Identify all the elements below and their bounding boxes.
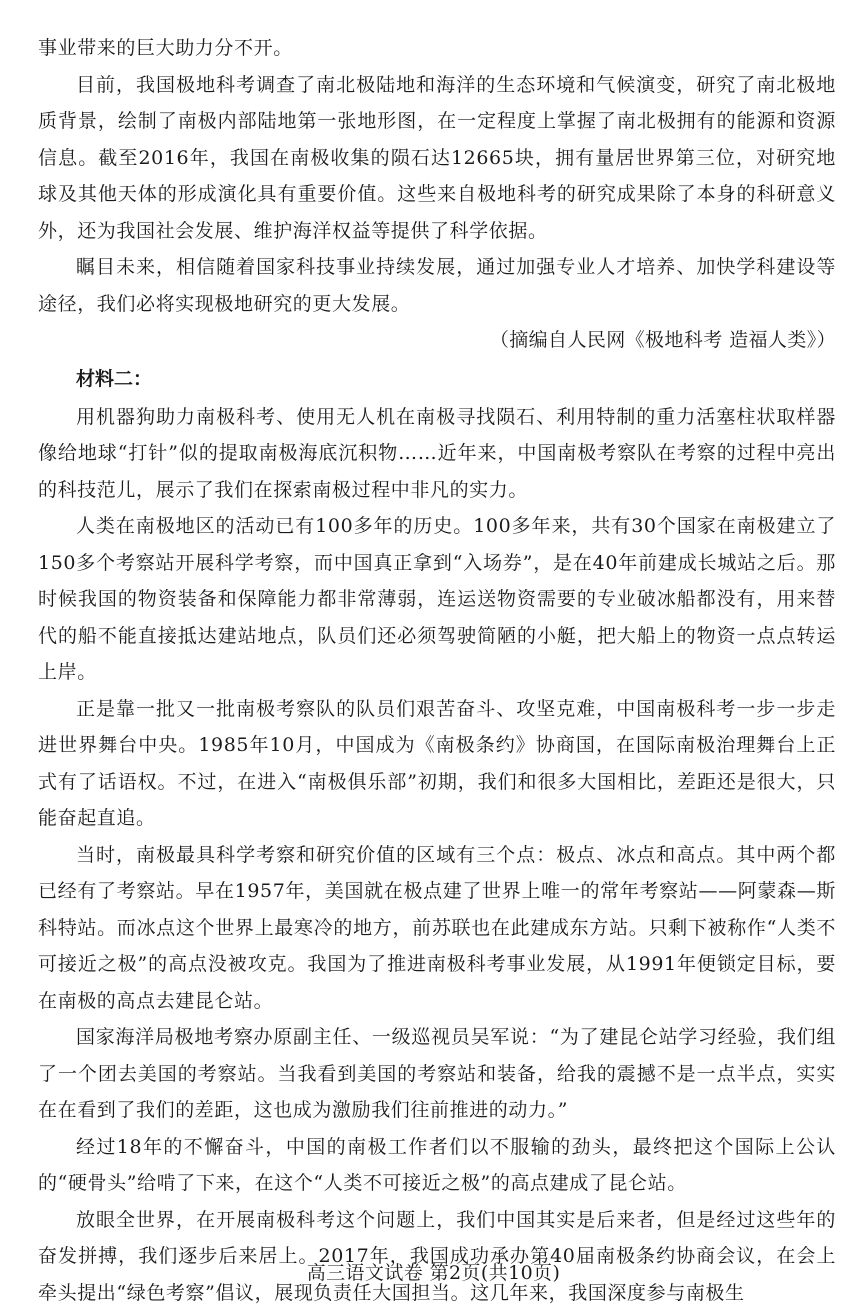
paragraph: 国家海洋局极地考察办原副主任、一级巡视员吴军说：“为了建昆仑站学习经验，我们组了一个团去美国的考察站。当我看到美国的考察站和装备，给我的震撼不是一点半点，实实在在看到了我们的差距，这也成为激励我们往前推进的动力。”: [38, 1019, 836, 1129]
page-footer: 高三语文试卷 第2页(共10页): [0, 1258, 867, 1285]
material-two-heading: 材料二：: [38, 359, 836, 399]
paragraph-continued: 事业带来的巨大助力分不开。: [38, 30, 836, 67]
paragraph: 用机器狗助力南极科考、使用无人机在南极寻找陨石、利用特制的重力活塞柱状取样器像给地球“打针”似的提取南极海底沉积物……近年来，中国南极考察队在考察的过程中亮出的科技范儿，展示了我们在探索南极过程中非凡的实力。: [38, 399, 836, 509]
paragraph: 正是靠一批又一批南极考察队的队员们艰苦奋斗、攻坚克难，中国南极科考一步一步走进世界舞台中央。1985年10月，中国成为《南极条约》协商国，在国际南极治理舞台上正式有了话语权。不过，在进入“南极俱乐部”初期，我们和很多大国相比，差距还是很大，只能奋起直追。: [38, 691, 836, 837]
exam-page-body: [38, 30, 836, 1311]
paragraph-research-results: 目前，我国极地科考调查了南北极陆地和海洋的生态环境和气候演变，研究了南北极地质背景，绘制了南极内部陆地第一张地形图，在一定程度上掌握了南北极拥有的能源和资源信息。截至2016年，我国在南极收集的陨石达12665块，拥有量居世界第三位，对研究地球及其他天体的形成演化具有重要价值。这些来自极地科考的研究成果除了本身的科研意义外，还为我国社会发展、维护海洋权益等提供了科学依据。: [38, 67, 836, 250]
paragraph-future-outlook: 瞩目未来，相信随着国家科技事业持续发展，通过加强专业人才培养、加快学科建设等途径，我们必将实现极地研究的更大发展。: [38, 249, 836, 322]
paragraph: 人类在南极地区的活动已有100多年的历史。100多年来，共有30个国家在南极建立了150多个考察站开展科学考察，而中国真正拿到“入场券”，是在40年前建成长城站之后。那时候我国的物资装备和保障能力都非常薄弱，连运送物资需要的专业破冰船都没有，用来替代的船不能直接抵达建站地点，队员们还必须驾驶简陋的小艇，把大船上的物资一点点转运上岸。: [38, 508, 836, 691]
source-citation: （摘编自人民网《极地科考 造福人类》）: [38, 322, 836, 359]
paragraph: 当时，南极最具科学考察和研究价值的区域有三个点：极点、冰点和高点。其中两个都已经有了考察站。早在1957年，美国就在极点建了世界上唯一的常年考察站——阿蒙森—斯科特站。而冰点这个世界上最寒冷的地方，前苏联也在此建成东方站。只剩下被称作“人类不可接近之极”的高点没被攻克。我国为了推进南极科考事业发展，从1991年便锁定目标，要在南极的高点去建昆仑站。: [38, 837, 836, 1020]
paragraph: 放眼全世界，在开展南极科考这个问题上，我们中国其实是后来者，但是经过这些年的奋发拼搏，我们逐步后来居上。2017年，我国成功承办第40届南极条约协商会议，在会上牵头提出“绿色考察”倡议，展现负责任大国担当。这几年来，我国深度参与南极生: [38, 1202, 836, 1311]
paragraph: 经过18年的不懈奋斗，中国的南极工作者们以不服输的劲头，最终把这个国际上公认的“硬骨头”给啃了下来，在这个“人类不可接近之极”的高点建成了昆仑站。: [38, 1129, 836, 1202]
